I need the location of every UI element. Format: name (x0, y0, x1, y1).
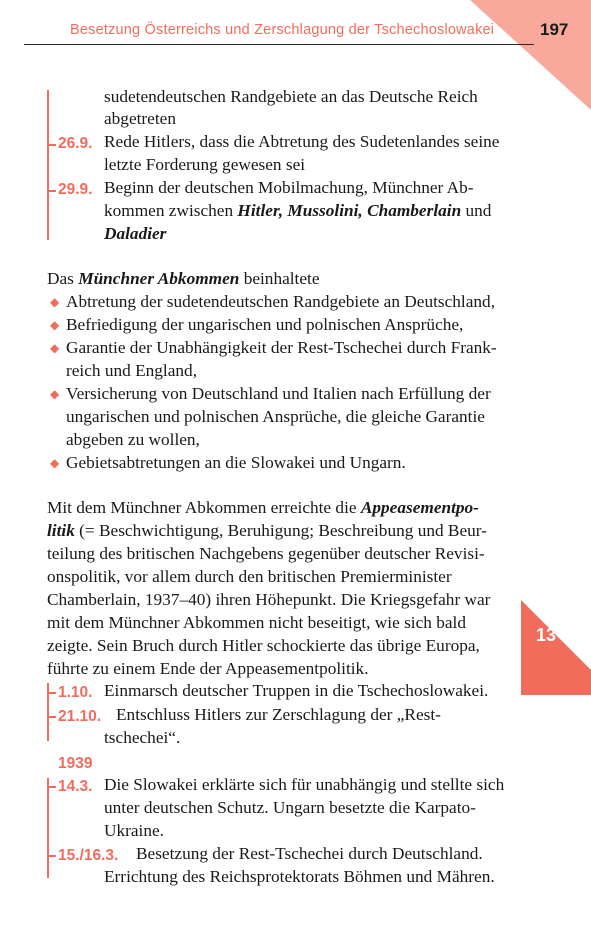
timeline-tick (47, 144, 56, 146)
timeline-text: abgetreten (104, 109, 176, 128)
timeline-text: unter deutschen Schutz. Ungarn besetzte die Karpato- (104, 798, 476, 817)
text-run: und (461, 201, 492, 220)
running-header-title: Besetzung Österreichs und Zerschlagung der Tschechoslowakei (70, 22, 495, 38)
timeline-text: tschechei“. (104, 728, 181, 747)
paragraph-line: mit dem Münchner Abkommen nicht beseitigt, wie sich bald (47, 613, 466, 632)
text-run: Das (47, 269, 79, 288)
list-item: Abtretung der sudetendeutschen Randgebiete an Deutschland, (66, 292, 496, 311)
timeline-date: 29.9. (58, 181, 93, 198)
timeline-tick (47, 692, 56, 694)
list-item: Versicherung von Deutschland und Italien nach Erfüllung der (66, 384, 491, 403)
diamond-bullet-icon: ◆ (50, 341, 60, 355)
emphasis: litik (47, 521, 75, 540)
timeline-text: Beginn der deutschen Mobilmachung, Münchner Ab- (104, 178, 474, 197)
diamond-bullet-icon: ◆ (50, 318, 60, 332)
paragraph-line: Chamberlain, 1937–40) ihren Höhepunkt. Die Kriegsgefahr war (47, 590, 491, 609)
text-run: beinhaltete (239, 269, 320, 288)
diamond-bullet-icon: ◆ (50, 295, 60, 309)
timeline-tick (47, 190, 56, 192)
year-heading: 1939 (58, 755, 93, 772)
timeline-text: Rede Hitlers, dass die Abtretung des Sudetenlandes seine (104, 132, 500, 151)
timeline-date: 15./16.3. (58, 847, 119, 864)
timeline-bar (47, 90, 49, 240)
list-item: reich und England, (66, 361, 198, 380)
header-rule (24, 44, 534, 45)
diamond-bullet-icon: ◆ (50, 456, 60, 470)
paragraph-line (47, 497, 479, 520)
timeline-date: 21.10. (58, 708, 102, 725)
emphasis: Münchner Abkommen (78, 269, 240, 288)
chapter-number: 13 (536, 625, 557, 645)
timeline-date: 26.9. (58, 135, 93, 152)
emphasis: Hitler, Mussolini, Chamberlain (237, 201, 462, 220)
list-item: Garantie der Unabhängigkeit der Rest-Tschechei durch Frank- (66, 338, 497, 357)
list-item: Gebietsabtretungen an die Slowakei und Ungarn. (66, 453, 406, 472)
emphasis: Daladier (104, 224, 167, 243)
page-number: 197 (540, 20, 569, 39)
text-run: kommen zwischen (104, 201, 238, 220)
timeline-tick (47, 716, 56, 718)
timeline-text: Einmarsch deutscher Truppen in die Tschechoslowakei. (104, 681, 489, 700)
paragraph-line: führte zu einem Ende der Appeasementpolitik. (47, 659, 369, 678)
diamond-bullet-icon: ◆ (50, 387, 60, 401)
text-run: (= Beschwichtigung, Beruhigung; Beschreibung und Beur- (74, 521, 487, 540)
timeline-text: Errichtung des Reichsprotektorats Böhmen und Mähren. (104, 867, 495, 886)
timeline-text: Entschluss Hitlers zur Zerschlagung der „Rest- (116, 705, 441, 724)
timeline-tick (47, 855, 56, 857)
timeline-bar (47, 778, 49, 878)
paragraph-line (47, 520, 487, 543)
timeline-text: Besetzung der Rest-Tschechei durch Deutschland. (136, 844, 483, 863)
timeline-text: Die Slowakei erklärte sich für unabhängig und stellte sich (104, 775, 505, 794)
timeline-text: sudetendeutschen Randgebiete an das Deutsche Reich (104, 87, 478, 106)
timeline-tick (47, 786, 56, 788)
list-item: abgeben zu wollen, (66, 430, 200, 449)
timeline-date: 14.3. (58, 778, 93, 795)
timeline-text (104, 200, 491, 223)
chapter-tab (521, 600, 591, 695)
list-item: ungarischen und polnischen Ansprüche, die gleiche Garantie (66, 407, 485, 426)
timeline-date: 1.10. (58, 684, 93, 701)
timeline-text: letzte Forderung gewesen sei (104, 155, 306, 174)
timeline-text: Ukraine. (104, 821, 164, 840)
text-run: Mit dem Münchner Abkommen erreichte die (47, 498, 361, 517)
list-intro (47, 268, 320, 291)
emphasis: Appeasementpo- (360, 498, 479, 517)
paragraph-line: teilung des britischen Nachgebens gegenüber deutscher Revisi- (47, 544, 485, 563)
paragraph-line: onspolitik, vor allem durch den britischen Premierminister (47, 567, 452, 586)
list-item: Befriedigung der ungarischen und polnischen Ansprüche, (66, 315, 464, 334)
paragraph-line: zeigte. Sein Bruch durch Hitler schockierte das übrige Europa, (47, 636, 480, 655)
